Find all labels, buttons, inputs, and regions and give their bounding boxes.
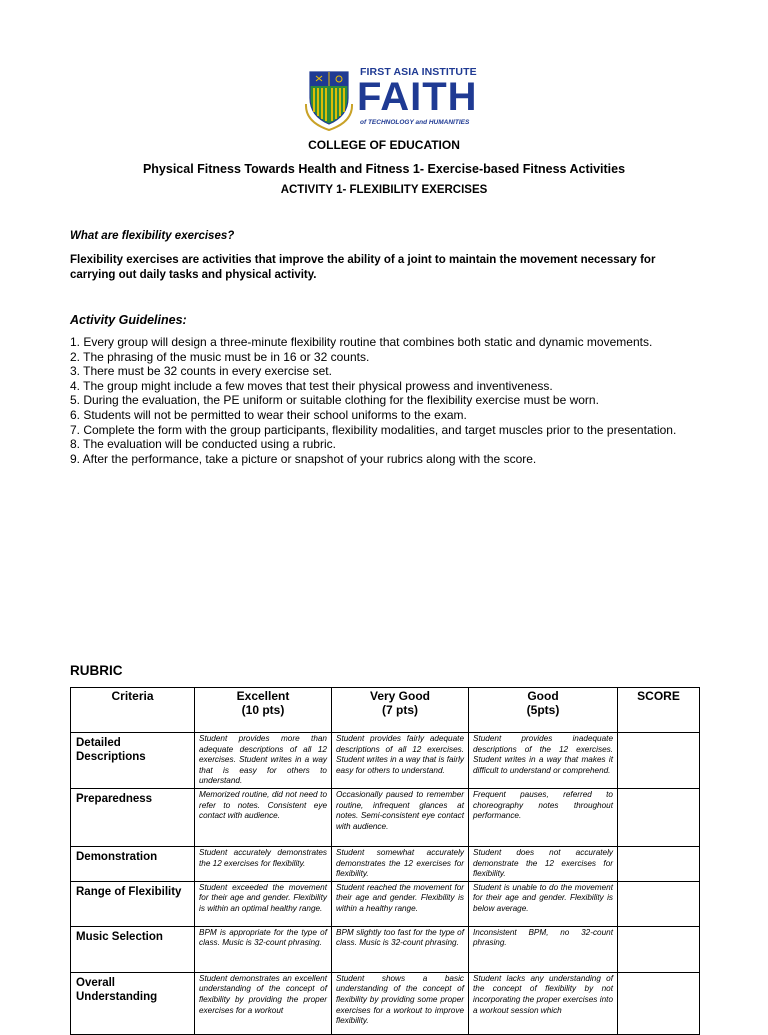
very-good-cell: Student provides fairly adequate descriptions of all 12 exercises. Student writes in a way that is fairly easy for others to understand. [332, 733, 469, 789]
very-good-cell: Student reached the movement for their age and gender. Flexibility is within a healthy range. [332, 881, 469, 926]
very-good-cell: Student somewhat accurately demonstrates the 12 exercises for flexibility. [332, 847, 469, 882]
score-cell[interactable] [618, 881, 700, 926]
table-row [71, 972, 700, 1034]
very-good-cell: BPM slightly too fast for the type of class. Music is 32-count phrasing. [332, 926, 469, 972]
good-cell: Student is unable to do the movement for their age and gender. Flexibility is below average. [469, 881, 618, 926]
score-cell[interactable] [618, 972, 700, 1034]
college-title: COLLEGE OF EDUCATION [308, 138, 460, 152]
answer-paragraph: Flexibility exercises are activities that improve the ability of a joint to maintain the movement necessary for carrying out daily tasks and physical activity. [70, 254, 656, 281]
very-good-cell: Occasionally paused to remember routine, infrequent glances at notes. Semi-consistent eye contact with audience. [332, 789, 469, 847]
rubric-title: RUBRIC [70, 663, 123, 678]
excellent-cell: Student provides more than adequate descriptions of all 12 exercises. Student writes in a way that is easy for others to understand. [195, 733, 332, 789]
criteria-cell: Preparedness [71, 789, 195, 847]
guideline-item: 7. Complete the form with the group participants, flexibility modalities, and target muscles prior to the presentation. [70, 422, 677, 437]
header-criteria: Criteria [71, 688, 195, 733]
table-row [71, 733, 700, 789]
course-title: Physical Fitness Towards Health and Fitness 1- Exercise-based Fitness Activities [142, 162, 626, 176]
table-row [71, 847, 700, 882]
criteria-cell: Music Selection [71, 926, 195, 972]
rubric-header-row [71, 688, 700, 733]
header-score: SCORE [618, 688, 700, 733]
excellent-cell: Student accurately demonstrates the 12 exercises for flexibility. [195, 847, 332, 882]
header-good: Good (5pts) [469, 688, 618, 733]
logo-faith-text: FAITH [357, 75, 478, 119]
score-cell[interactable] [618, 789, 700, 847]
guidelines-list [70, 335, 710, 466]
guideline-item: 2. The phrasing of the music must be in 16 or 32 counts. [70, 349, 370, 364]
question-heading: What are flexibility exercises? [70, 230, 235, 242]
table-row [71, 926, 700, 972]
score-cell[interactable] [618, 926, 700, 972]
excellent-cell: BPM is appropriate for the type of class. Music is 32-count phrasing. [195, 926, 332, 972]
table-row [71, 789, 700, 847]
table-row [71, 881, 700, 926]
guideline-item: 6. Students will not be permitted to wear their school uniforms to the exam. [70, 407, 467, 422]
header-very-good: Very Good (7 pts) [332, 688, 469, 733]
logo-subtitle-text: of TECHNOLOGY and HUMANITIES [360, 119, 470, 126]
guideline-item: 4. The group might include a few moves that test their physical prowess and inventiveness. [70, 378, 553, 393]
guideline-item: 3. There must be 32 counts in every exercise set. [70, 364, 332, 379]
activity-title: ACTIVITY 1- FLEXIBILITY EXERCISES [280, 184, 488, 196]
logo-institute-text: FIRST ASIA INSTITUTE [360, 66, 477, 78]
excellent-cell: Student exceeded the movement for their age and gender. Flexibility is within an optimal healthy range. [195, 881, 332, 926]
shield-emblem-icon [302, 64, 356, 132]
good-cell: Student provides inadequate descriptions of the 12 exercises. Student writes in a way that makes it difficult to understand or comprehend. [469, 733, 618, 789]
score-cell[interactable] [618, 733, 700, 789]
guideline-item: 9. After the performance, take a picture or snapshot of your rubrics along with the score. [70, 451, 537, 466]
criteria-cell: Range of Flexibility [71, 881, 195, 926]
header-excellent: Excellent (10 pts) [195, 688, 332, 733]
good-cell: Student lacks any understanding of the concept of flexibility by not incorporating the proper exercises into a workout session which [469, 972, 618, 1034]
criteria-cell: Demonstration [71, 847, 195, 882]
guidelines-heading: Activity Guidelines: [70, 313, 187, 327]
criteria-cell: Detailed Descriptions [71, 733, 195, 789]
faith-logo [302, 64, 478, 132]
criteria-cell: Overall Understanding [71, 972, 195, 1034]
very-good-cell: Student shows a basic understanding of the concept of flexibility by providing some proper exercises for a workout to improve flexibility. [332, 972, 469, 1034]
guideline-item: 5. During the evaluation, the PE uniform or suitable clothing for the flexibility exercise must be worn. [70, 393, 599, 408]
rubric-table [70, 687, 700, 1035]
good-cell: Inconsistent BPM, no 32-count phrasing. [469, 926, 618, 972]
guideline-item: 1. Every group will design a three-minute flexibility routine that combines both static and dynamic movements. [70, 335, 653, 349]
good-cell: Frequent pauses, referred to choreography notes throughout performance. [469, 789, 618, 847]
score-cell[interactable] [618, 847, 700, 882]
good-cell: Student does not accurately demonstrate the 12 exercises for flexibility. [469, 847, 618, 882]
excellent-cell: Memorized routine, did not need to refer to notes. Consistent eye contact with audience. [195, 789, 332, 847]
guideline-item: 8. The evaluation will be conducted using a rubric. [70, 437, 336, 452]
excellent-cell: Student demonstrates an excellent understanding of the concept of flexibility by providing the proper exercises for a workout [195, 972, 332, 1034]
